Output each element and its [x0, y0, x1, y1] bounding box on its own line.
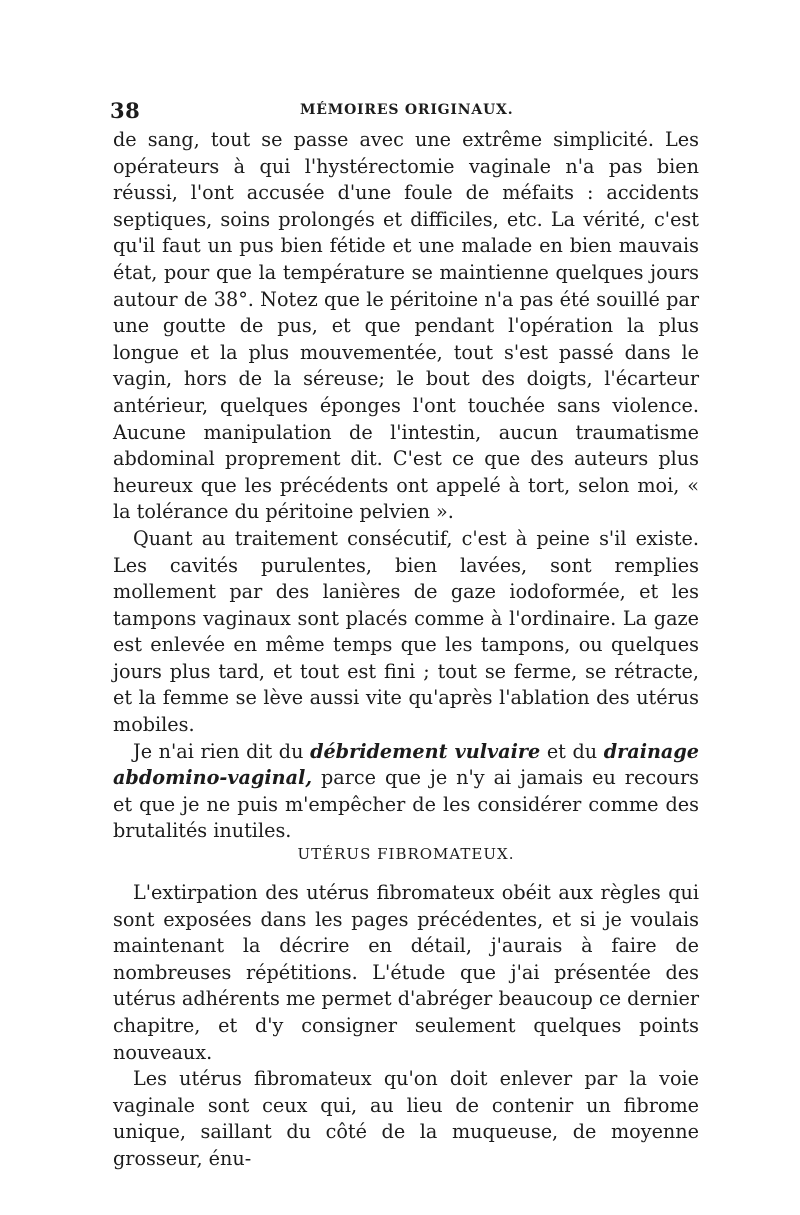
body-text [113, 127, 699, 845]
paragraph [113, 739, 699, 845]
page-header [110, 98, 700, 124]
running-head: MÉMOIRES ORIGINAUX. [300, 102, 514, 118]
paragraph: de sang, tout se passe avec une extrême simplicité. Les opérateurs à qui l'hystérectomie vaginale n'a pas bien réussi, l'ont accusée d'une foule de méfaits : accidents septiques, soins prolongés et difficiles, etc. La vérité, c'est qu'il faut un pus bien fétide et une malade en bien mauvais état, pour que la température se maintienne quelques jours autour de 38°. Notez que le péritoine n'a pas été souillé par une goutte de pus, et que pendant l'opération la plus longue et la plus mouvementée, tout s'est passé dans le vagin, hors de la séreuse; le bout des doigts, l'écarteur antérieur, quelques éponges l'ont touchée sans violence. Aucune manipulation de l'intestin, aucun traumatisme abdominal proprement dit. C'est ce que des auteurs plus heureux que les précédents ont appelé à tort, selon moi, « la tolérance du péritoine pelvien ». [113, 128, 699, 524]
section-body-text [113, 880, 699, 1173]
section-heading: UTÉRUS FIBROMATEUX. [297, 845, 515, 863]
paragraph: Les utérus fibromateux qu'on doit enlever par la voie vaginale sont ceux qui, au lieu de contenir un fibrome unique, saillant du côté de la muqueuse, de moyenne grosseur, énu- [113, 1067, 699, 1170]
page-number: 38 [110, 98, 141, 123]
paragraph: L'extirpation des utérus fibromateux obéit aux règles qui sont exposées dans les pages précédentes, et si je voulais maintenant la décrire en détail, j'aurais à faire de nombreuses répétitions. L'étude que j'ai présentée des utérus adhérents me permet d'abréger beaucoup ce dernier chapitre, et d'y consigner seulement quelques points nouveaux. [113, 881, 699, 1064]
italic-term: drainage abdomino-vaginal, [113, 739, 699, 790]
paragraph-text: parce que je n'y ai jamais eu recours et que je ne puis m'empêcher de les considérer comme des brutalités inutiles. [113, 766, 699, 843]
italic-term: débridement vulvaire [310, 739, 541, 763]
paragraph-text: et du [540, 739, 604, 763]
paragraph: Quant au traitement consécutif, c'est à peine s'il existe. Les cavités purulentes, bien lavées, sont remplies mollement par des lanières de gaze iodoformée, et les tampons vaginaux sont placés comme à l'ordinaire. La gaze est enlevée en même temps que les tampons, ou quelques jours plus tard, et tout est fini ; tout se ferme, se rétracte, et la femme se lève aussi vite qu'après l'ablation des utérus mobiles. [113, 526, 699, 737]
paragraph-text: Je n'ai rien dit du [133, 739, 311, 763]
